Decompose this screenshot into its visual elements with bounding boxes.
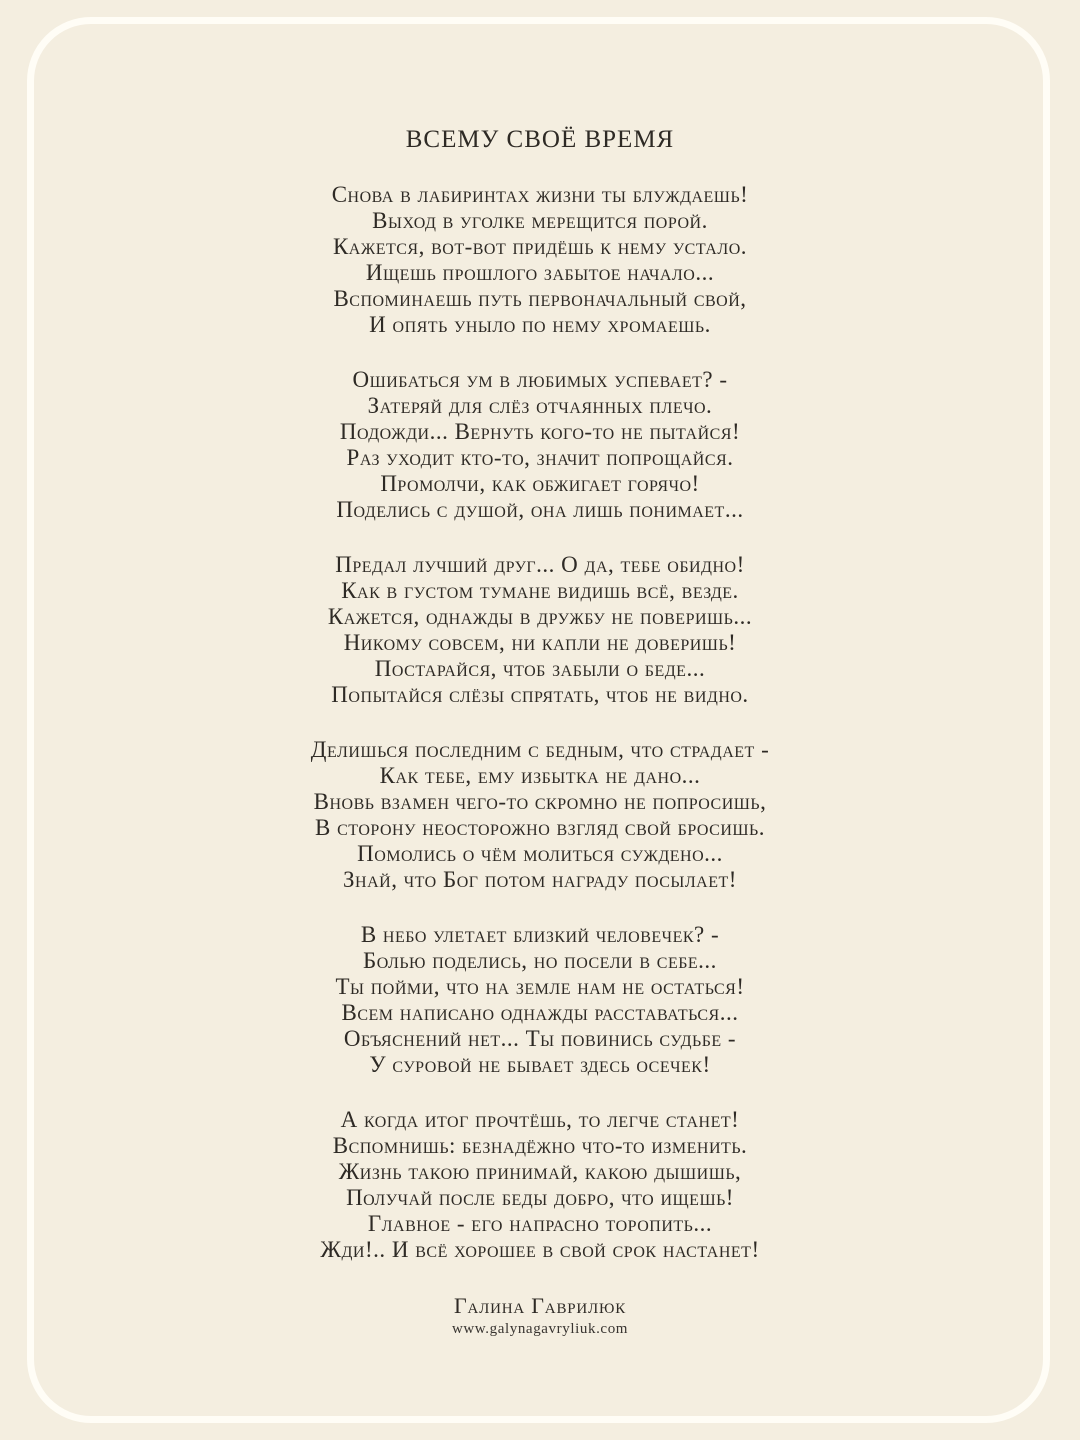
stanza-4 <box>0 737 1080 893</box>
poem-line: Кажется, вот-вот придёшь к нему устало. <box>332 234 748 259</box>
poem-line: Выход в уголке мерещится порой. <box>372 208 708 233</box>
poem-line: Ты пойми, что на земле нам не остаться! <box>335 974 745 999</box>
poem-line: Вспомнишь: безнадёжно что-то изменить. <box>332 1133 748 1158</box>
poem-line: Промолчи, как обжигает горячо! <box>380 471 700 496</box>
poem-line: Как тебе, ему избытка не дано... <box>379 763 701 788</box>
poem-line: Раз уходит кто-то, значит попрощайся. <box>346 445 734 470</box>
poem-line: Вновь взамен чего-то скромно не попросишь, <box>313 789 767 814</box>
poem-line: Постарайся, чтоб забыли о беде... <box>374 656 706 681</box>
poem-line: А когда итог прочтёшь, то легче станет! <box>340 1107 740 1132</box>
author-website: www.galynagavryliuk.com <box>451 1321 629 1337</box>
poem-line: Объяснений нет... Ты повинись судьбе - <box>343 1026 737 1051</box>
stanza-5 <box>0 922 1080 1078</box>
poem-line: Жди!.. И всё хорошее в свой срок настанет! <box>320 1237 760 1262</box>
poem-line: Получай после беды добро, что ищешь! <box>346 1185 734 1210</box>
stanza-1 <box>0 182 1080 338</box>
author-name: Галина Гаврилюк <box>453 1293 627 1318</box>
poem-line: Как в густом тумане видишь всё, везде. <box>341 578 739 603</box>
poem-line: Снова в лабиринтах жизни ты блуждаешь! <box>331 182 749 207</box>
poem-line: Делишься последним с бедным, что страдает - <box>310 737 770 762</box>
poem-line: И опять уныло по нему хромаешь. <box>369 312 711 337</box>
poem-line: Знай, что Бог потом награду посылает! <box>343 867 737 892</box>
poem-line: Поделись с душой, она лишь понимает... <box>336 497 744 522</box>
poem-line: Помолись о чём молиться суждено... <box>357 841 723 866</box>
poem-line: Жизнь такою принимай, какою дышишь, <box>338 1159 742 1184</box>
poem-line: Болью поделись, но посели в себе... <box>363 948 717 973</box>
poem-line: Всем написано однажды расставаться... <box>341 1000 739 1025</box>
poem-line: В сторону неосторожно взгляд свой бросишь. <box>315 815 765 840</box>
poem-line: Предал лучший друг... О да, тебе обидно! <box>335 552 745 577</box>
stanza-2 <box>0 367 1080 523</box>
poem-title: ВСЕМУ СВОЁ ВРЕМЯ <box>405 126 675 153</box>
poem-line: Ищешь прошлого забытое начало... <box>365 260 715 285</box>
poem-line: Никому совсем, ни капли не доверишь! <box>343 630 737 655</box>
poem-line: Подожди... Вернуть кого-то не пытайся! <box>339 419 741 444</box>
poem-line: Затеряй для слёз отчаянных плечо. <box>367 393 713 418</box>
poem-line: Вспоминаешь путь первоначальный свой, <box>333 286 747 311</box>
stanza-3 <box>0 552 1080 708</box>
poem-line: Главное - его напрасно торопить... <box>367 1211 713 1236</box>
poem-line: У суровой не бывает здесь осечек! <box>369 1052 711 1077</box>
poem-line: Кажется, однажды в дружбу не поверишь... <box>327 604 753 629</box>
stanza-6 <box>0 1107 1080 1263</box>
poem-line: В небо улетает близкий человечек? - <box>360 922 720 947</box>
poem-line: Попытайся слёзы спрятать, чтоб не видно. <box>331 682 749 707</box>
poem-line: Ошибаться ум в любимых успевает? - <box>352 367 728 392</box>
